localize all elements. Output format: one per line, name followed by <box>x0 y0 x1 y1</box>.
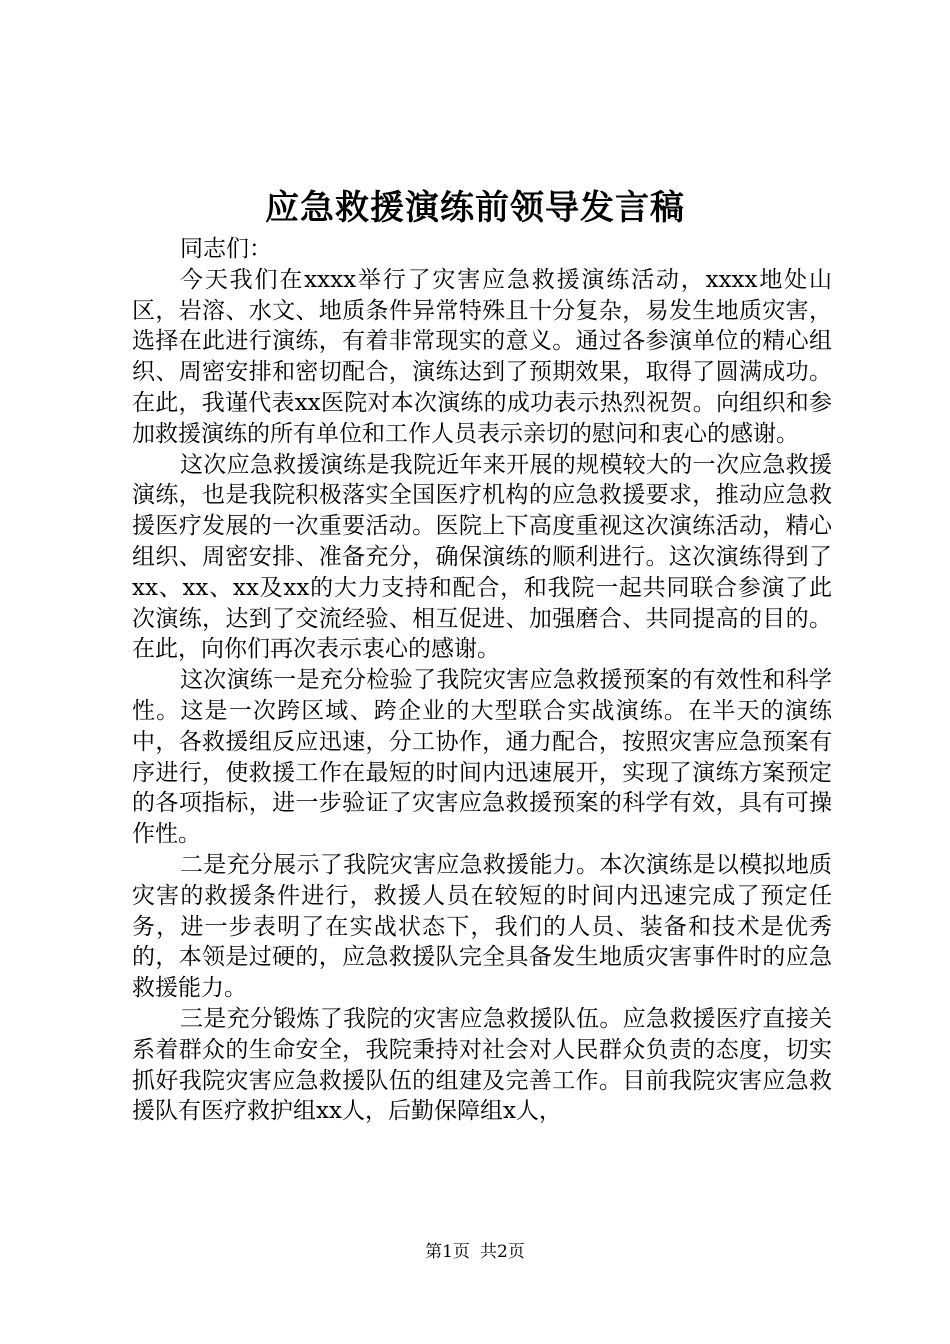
document-title: 应急救援演练前领导发言稿 <box>265 188 685 228</box>
document-body <box>132 234 832 1127</box>
page-number-current: 第1页 <box>425 1242 470 1262</box>
paragraph-4: 二是充分展示了我院灾害应急救援能力。本次演练是以模拟地质灾害的救援条件进行，救援人员在较短的时间内迅速完成了预定任务，进一步表明了在实战状态下，我们的人员、装备和技术是优秀的，本领是过硬的，应急救援队完全具备发生地质灾害事件时的应急救援能力。 <box>132 851 832 1002</box>
paragraph-2: 这次应急救援演练是我院近年来开展的规模较大的一次应急救援演练，也是我院积极落实全国医疗机构的应急救援要求，推动应急救援医疗发展的一次重要活动。医院上下高度重视这次演练活动，精心组织、周密安排、准备充分，确保演练的顺利进行。这次演练得到了xx、xx、xx及xx的大力支持和配合，和我院一起共同联合参演了此次演练，达到了交流经验、相互促进、加强磨合、共同提高的目的。在此，向你们再次表示衷心的感谢。 <box>132 451 832 663</box>
page-number-total: 共2页 <box>480 1242 525 1262</box>
paragraph-5: 三是充分锻炼了我院的灾害应急救援队伍。应急救援医疗直接关系着群众的生命安全，我院秉持对社会对人民群众负责的态度，切实抓好我院灾害应急救援队伍的组建及完善工作。目前我院灾害应急救援队有医疗救护组xx人，后勤保障组x人， <box>132 1005 832 1125</box>
page-footer <box>0 1240 950 1264</box>
paragraph-3: 这次演练一是充分检验了我院灾害应急救援预案的有效性和科学性。这是一次跨区域、跨企业的大型联合实战演练。在半天的演练中，各救援组反应迅速，分工协作，通力配合，按照灾害应急预案有序进行，使救援工作在最短的时间内迅速展开，实现了演练方案预定的各项指标，进一步验证了灾害应急救援预案的科学有效，具有可操作性。 <box>132 667 832 848</box>
salutation: 同志们： <box>180 236 272 262</box>
paragraph-1: 今天我们在xxxx举行了灾害应急救援演练活动，xxxx地处山区，岩溶、水文、地质条件异常特殊且十分复杂，易发生地质灾害，选择在此进行演练，有着非常现实的意义。通过各参演单位的精心组织、周密安排和密切配合，演练达到了预期效果，取得了圆满成功。在此，我谨代表xx医院对本次演练的成功表示热烈祝贺。向组织和参加救援演练的所有单位和工作人员表示亲切的慰问和衷心的感谢。 <box>132 266 832 447</box>
